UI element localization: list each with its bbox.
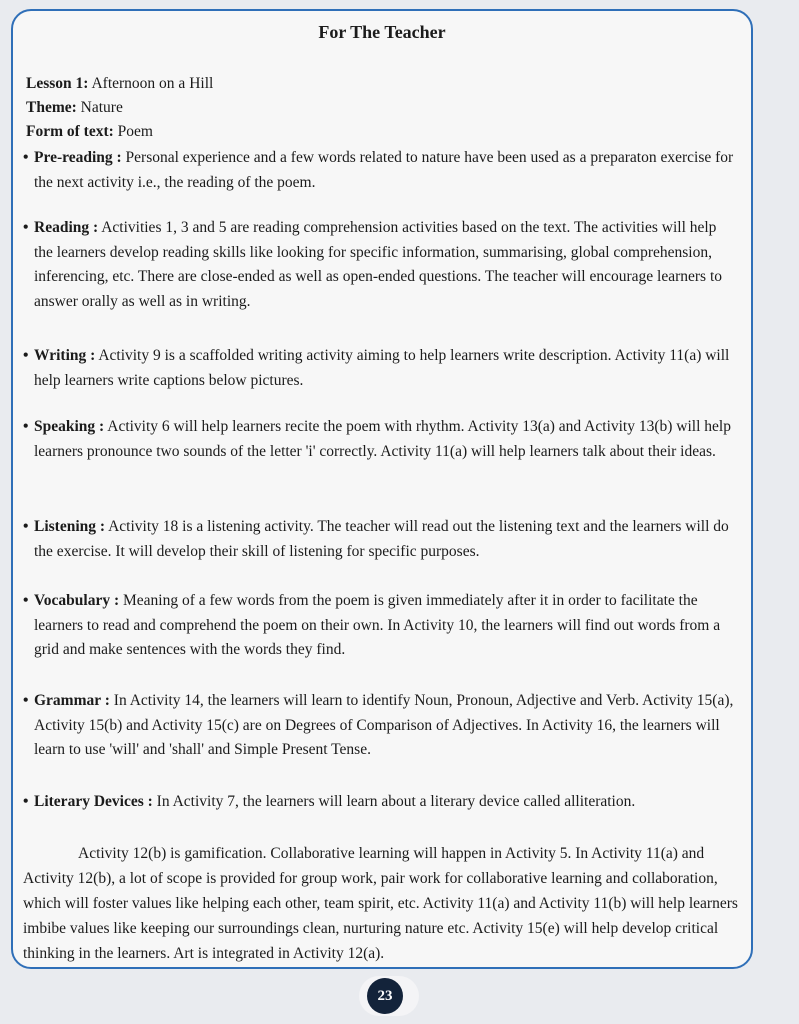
teacher-note-card	[11, 9, 753, 969]
section-text: Activity 9 is a scaffolded writing activity aiming to help learners write description. Activity 11(a) will help learners write captions below pictures.	[34, 347, 730, 389]
bullet-icon: •	[23, 219, 29, 236]
bullet-icon: •	[23, 592, 29, 609]
section-label: Literary Devices :	[34, 793, 153, 810]
form-label: Form of text:	[26, 123, 114, 140]
page-number: 23	[367, 978, 403, 1014]
bullet-icon: •	[23, 149, 29, 166]
section-text: Personal experience and a few words related to nature have been used as a preparaton exercise for the next activity i.e., the reading of the poem.	[34, 149, 734, 191]
section-pre-reading	[23, 146, 735, 195]
section-text: In Activity 14, the learners will learn to identify Noun, Pronoun, Adjective and Verb. Activity 15(a), Activity 15(b) and Activity 15(c) are on Degrees of Comparison of Adjectives. In Activity 16, the learners will learn to use 'will' and 'shall' and Simple Present Tense.	[34, 692, 734, 758]
lesson-label: Lesson 1:	[26, 75, 89, 92]
page-title: For The Teacher	[318, 22, 446, 42]
lesson-meta	[26, 72, 213, 144]
section-vocabulary	[23, 589, 735, 663]
section-text: In Activity 7, the learners will learn about a literary device called alliteration.	[156, 793, 636, 810]
section-label: Listening :	[34, 518, 106, 535]
section-text: Meaning of a few words from the poem is given immediately after it in order to facilitate the learners to read and comprehend the poem on their own. In Activity 10, the learners will find out words from a grid and make sentences with the words they find.	[34, 592, 721, 658]
section-label: Reading :	[34, 219, 99, 236]
theme-line	[26, 96, 213, 120]
section-text: Activity 18 is a listening activity. The teacher will read out the listening text and the learners will do the exercise. It will develop their skill of listening for specific purposes.	[34, 518, 729, 560]
section-speaking	[23, 415, 735, 464]
section-label: Vocabulary :	[34, 592, 120, 609]
section-label: Speaking :	[34, 418, 105, 435]
section-label: Writing :	[34, 347, 96, 364]
section-writing	[23, 344, 735, 393]
bullet-icon: •	[23, 418, 29, 435]
section-grammar	[23, 689, 735, 763]
section-text: Activity 6 will help learners recite the poem with rhythm. Activity 13(a) and Activity 13(b) will help learners pronounce two sounds of the letter 'i' correctly. Activity 11(a) will help learners talk about their ideas.	[34, 418, 731, 460]
section-label: Grammar :	[34, 692, 110, 709]
section-literary-devices	[23, 790, 735, 815]
section-reading	[23, 216, 735, 314]
section-text: Activities 1, 3 and 5 are reading comprehension activities based on the text. The activities will help the learners develop reading skills like looking for specific information, summarising, global comprehension, inferencing, etc. There are close-ended as well as open-ended questions. The teacher will encourage learners to answer orally as well as in writing.	[34, 219, 723, 310]
lesson-value: Afternoon on a Hill	[91, 75, 214, 92]
form-value: Poem	[117, 123, 153, 140]
theme-value: Nature	[80, 99, 123, 116]
bullet-icon: •	[23, 793, 29, 810]
theme-label: Theme:	[26, 99, 77, 116]
closing-paragraph: Activity 12(b) is gamification. Collaborative learning will happen in Activity 5. In Activity 11(a) and Activity 12(b), a lot of scope is provided for group work, pair work for collaborative learning and collaboration, which will foster values like helping each other, team spirit, etc. Activity 11(a) and Activity 11(b) will help learners imbibe values like keeping our surroundings clean, nurturing nature etc. Activity 15(e) will help develop critical thinking in the learners. Art is integrated in Activity 12(a).	[23, 845, 738, 962]
section-label: Pre-reading :	[34, 149, 122, 166]
bullet-icon: •	[23, 347, 29, 364]
bullet-icon: •	[23, 692, 29, 709]
section-listening	[23, 515, 735, 564]
bullet-icon: •	[23, 518, 29, 535]
form-line	[26, 120, 213, 144]
lesson-line	[26, 72, 213, 96]
